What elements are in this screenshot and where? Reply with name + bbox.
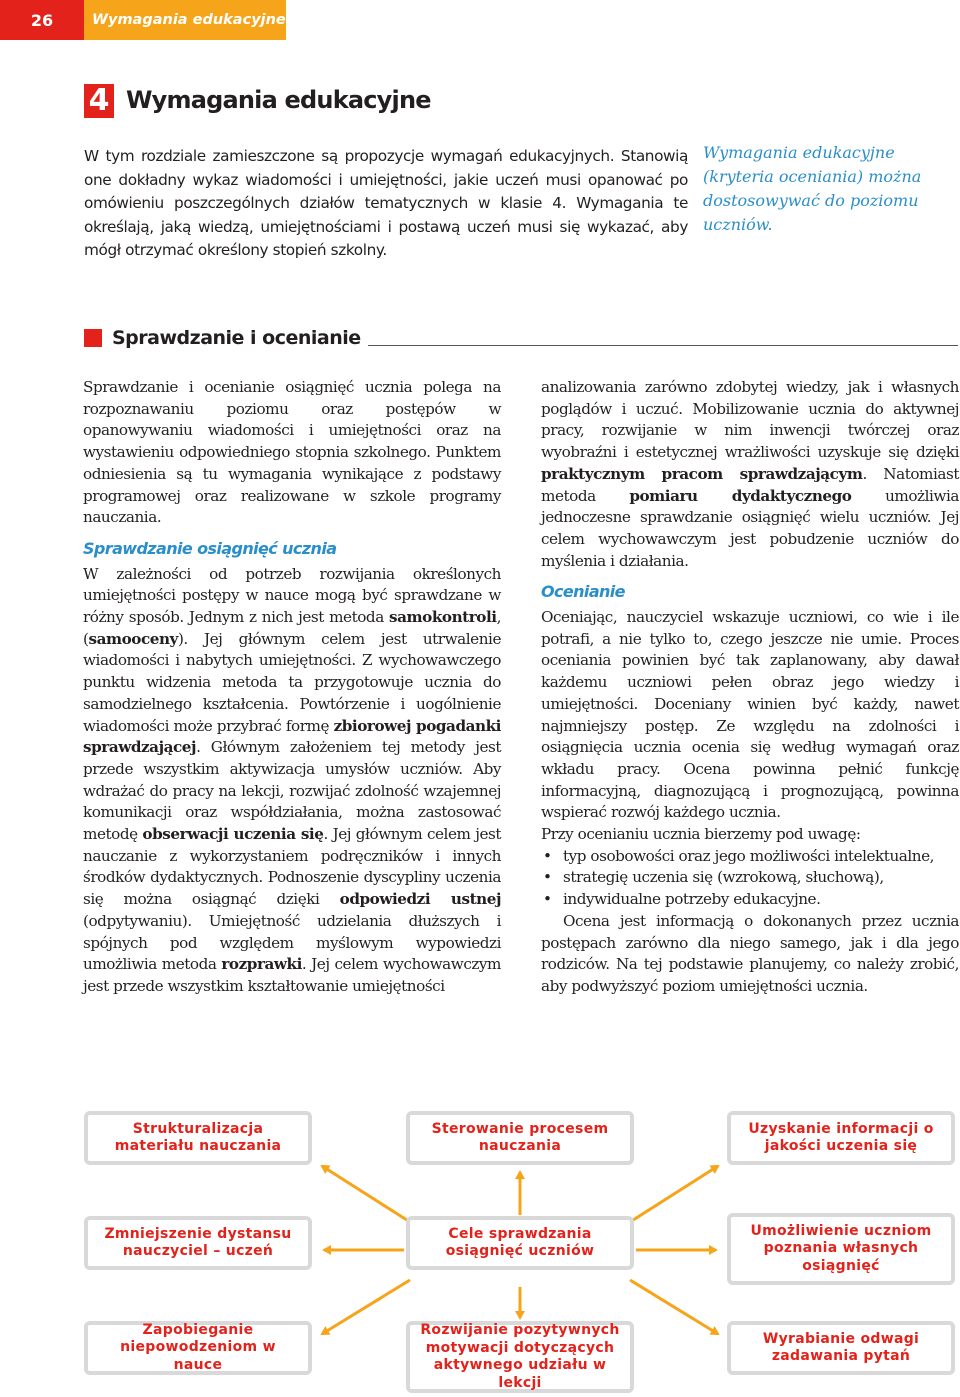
list-item: • indywidualne potrzeby edukacyjne. xyxy=(541,889,959,911)
diagram-box-mid-left: Zmniejszenie dystansu nauczyciel – uczeń xyxy=(84,1216,312,1270)
keyword: samooceny xyxy=(88,629,178,648)
running-title: Wymagania edukacyjne xyxy=(84,0,286,40)
diagram-box-bottom-center: Rozwijanie pozytywnych motywacji dotyczących aktywnego udziału w lekcji xyxy=(406,1321,634,1393)
keyword: obserwacji uczenia się xyxy=(142,825,324,844)
arrow-bottom-left xyxy=(322,1280,410,1334)
diagram-box-bottom-right: Wyrabianie odwagi zadawania pytań xyxy=(727,1321,955,1375)
diagram-box-bottom-left: Zapobieganie niepowodzeniom w nauce xyxy=(84,1321,312,1375)
diagram-box-center: Cele sprawdzania osiągnięć uczniów xyxy=(406,1216,634,1270)
section-title: Sprawdzanie i ocenianie xyxy=(112,327,361,349)
diagram-box-top-left: Strukturalizacja materiału nauczania xyxy=(84,1111,312,1165)
arrow-top-left xyxy=(322,1166,410,1222)
subheading-ocenianie: Ocenianie xyxy=(541,582,625,602)
left-paragraph-2: W zależności od potrzeb rozwijania określonych umiejętności postępy w nauce mogą być sprawdzane w różny sposób. Jednym z nich jest metoda samokontroli, (samooceny). Jej głównym celem jest utrwalenie wiadomości i nabytych umiejętności. Z wychowawczego punktu widzenia metoda ta przygotowuje ucznia do samodzielnego kształcenia. Powtórzenie i uogólnienie wiadomości może przybrać formę zbiorowej pogadanki sprawdzającej. Głównym założeniem tej metody jest przede wszystkim aktywizacja umysłów uczniów. Aby wdrażać do pracy na lekcji, rozwijać zdolność wzajemnej komunikacji oraz współdziałania, można zastosować metodę obserwacji uczenia się. Jej głównym celem jest nauczanie z wykorzystaniem podręczników i innych środków dydaktycznych. Podnoszenie dyscypliny uczenia się można osiągnąć dzięki odpowiedzi ustnej (odpytywaniu). Umiejętność udzielania dłuższych i spójnych pod względem myślowym wypowiedzi umożliwia metoda rozprawki. Jej celem wychowawczym jest przede wszystkim kształtowanie umiejętności xyxy=(83,564,502,995)
margin-note: Wymagania edukacyjne (kryteria oceniania) można dostosowywać do poziomu uczniów. xyxy=(703,143,922,234)
keyword: praktycznym pracom sprawdzającym xyxy=(541,464,863,483)
right-paragraph-1: analizowania zarówno zdobytej wiedzy, jak i własnych poglądów i uczuć. Mobilizowanie ucznia do aktywnej pracy, rozwijanie w nim inwencji twórczej oraz wyobraźni i estetycznej wrażliwości uzyskuje się dzięki praktycznym pracom sprawdzającym. Natomiast metoda pomiaru dydaktycznego umożliwia jednoczesne sprawdzanie osiągnięć wielu uczniów. Jej celem wychowawczym jest pobudzenie uczniów do myślenia i działania. xyxy=(541,378,959,570)
list-item: • strategię uczenia się (wzrokową, słuchową), xyxy=(541,867,959,889)
intro-paragraph: W tym rozdziale zamieszczone są propozycje wymagań edukacyjnych. Stanowią one dokładny wykaz wiadomości i umiejętności, jakie uczeń musi opanować po omówieniu poszczególnych działów tematycznych w klasie 4. Wymagania te określają, jaką wiedzą, umiejętnościami i postawą uczeń musi się wykazać, aby mógł otrzymać określony stopień szkolny. xyxy=(84,147,688,259)
chapter-number-badge: 4 xyxy=(84,84,114,118)
diagram-box-top-center: Sterowanie procesem nauczania xyxy=(406,1111,634,1165)
keyword: odpowiedzi ustnej xyxy=(339,890,501,909)
right-paragraph-4: Ocena jest informacją o dokonanych przez ucznia postępach zarówno dla niego samego, jak i dla jego rodziców. Na tej podstawie planujemy, co należy zrobić, aby podwyższyć poziom umiejętności ucznia. xyxy=(541,911,959,995)
right-paragraph-3: Przy ocenianiu ucznia bierzemy pod uwagę: xyxy=(541,825,861,844)
right-paragraph-2: Oceniając, nauczyciel wskazuje uczniowi, co wie i ile potrafi, a nie tylko to, czego jeszcze nie umie. Proces oceniania powinien być tak zaplanowany, aby dawał każdemu uczniowi pełen obraz jego wiedzy i umiejętności. Doceniany winien być każdy, nawet najmniejszy postęp. Ze względu na zdolności i osiągnięcia ucznia ocenia się według wymagań oraz wkładu pracy. Ocena powinna pełnić funkcję informacyjną, diagnozującą i prognozującą, powinna wspierać rozwój każdego ucznia. xyxy=(541,608,959,822)
list-item: • typ osobowości oraz jego możliwości intelektualne, xyxy=(541,846,959,868)
keyword: zbiorowej pogadanki sprawdzającej xyxy=(83,716,501,757)
chapter-title: Wymagania edukacyjne xyxy=(126,86,431,114)
subheading-sprawdzanie: Sprawdzanie osiągnięć ucznia xyxy=(83,538,337,558)
keyword: samokontroli xyxy=(389,608,497,627)
arrow-top-right xyxy=(630,1166,718,1222)
arrow-bottom-right xyxy=(630,1280,718,1334)
diagram-box-top-right: Uzyskanie informacji o jakości uczenia się xyxy=(727,1111,955,1165)
keyword: rozprawki xyxy=(221,955,302,974)
page-number: 26 xyxy=(0,0,84,40)
left-paragraph-1: Sprawdzanie i ocenianie osiągnięć ucznia polega na rozpoznawaniu poziomu oraz postępów w opanowywaniu wiadomości i umiejętności oraz na wystawieniu odpowiedniego stopnia szkolnego. Punktem odniesienia są tu wymagania wynikające z podstawy programowej oraz realizowane w szkole programy nauczania. xyxy=(83,378,501,527)
keyword: pomiaru dydaktycznego xyxy=(629,486,852,505)
diagram-box-mid-right: Umożliwienie uczniom poznania własnych osiągnięć xyxy=(727,1213,955,1285)
